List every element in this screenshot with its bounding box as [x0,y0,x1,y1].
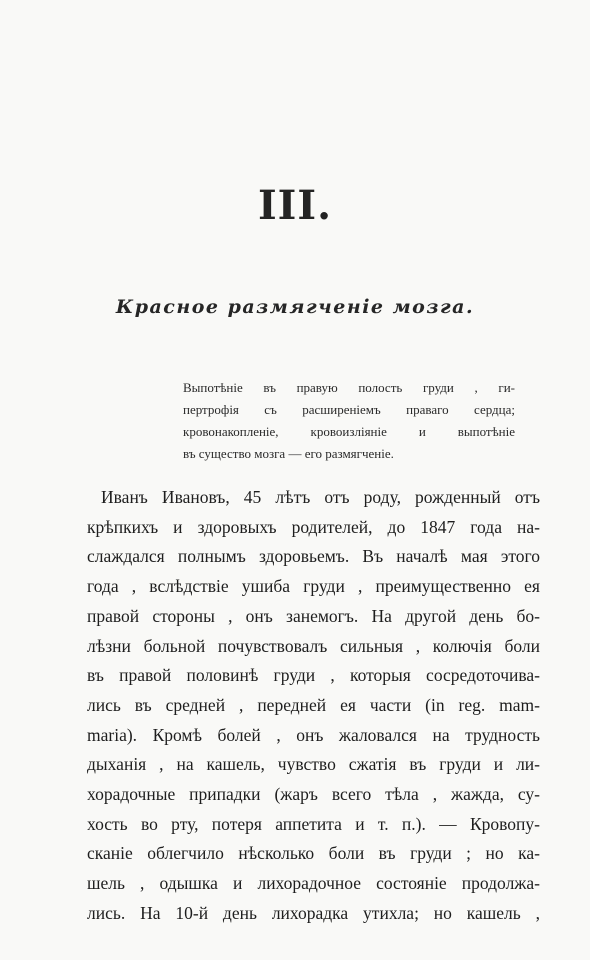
chapter-number: III. [257,182,333,229]
chapter-title: Красное размягченіе мозга. [115,296,475,318]
body-line: Иванъ Ивановъ, 45 лѣтъ отъ роду, рожденный отъ [101,487,540,507]
body-line: слаждался полнымъ здоровьемъ. Въ началѣ мая этого [87,546,540,567]
body-line: сканіе облегчило нѣсколько боли въ груди ; но ка- [87,843,540,864]
summary-line: кровонакопленіе, кровоизліяніе и выпотѣніе [183,424,515,439]
body-line: хость во рту, потеря аппетита и т. п.). — Кровопу- [87,813,540,834]
body-line: хорадочные припадки (жаръ всего тѣла , жажда, су- [87,784,540,805]
summary-line: Выпотѣніе въ правую полость груди , ги- [183,380,515,395]
summary-line: въ существо мозга — его размягченіе. [183,446,394,461]
body-line: года , вслѣдствіе ушиба груди , преимущественно ея [87,576,540,597]
body-line: въ правой половинѣ груди , которыя сосредоточива- [87,665,540,686]
body-line: лись. На 10-й день лихорадка утихла; но кашель , [87,902,540,923]
chapter-summary [183,377,515,465]
body-line: правой стороны , онъ занемогъ. На другой день бо- [87,605,540,626]
body-line: дыханія , на кашель, чувство сжатія въ груди и ли- [87,754,540,775]
body-line: maria). Кромѣ болей , онъ жаловался на трудность [87,724,540,745]
summary-line: пертрофія съ расширеніемъ праваго сердца; [183,402,515,417]
body-line: лѣзни больной почувствовалъ сильныя , колючія боли [87,635,540,656]
body-line: шель , одышка и лихорадочное состояніе продолжа- [87,873,540,894]
body-line: крѣпкихъ и здоровыхъ родителей, до 1847 года на- [87,516,540,537]
body-paragraph [87,483,540,929]
body-line: лись въ средней , передней ея части (in reg. mam- [87,694,540,715]
